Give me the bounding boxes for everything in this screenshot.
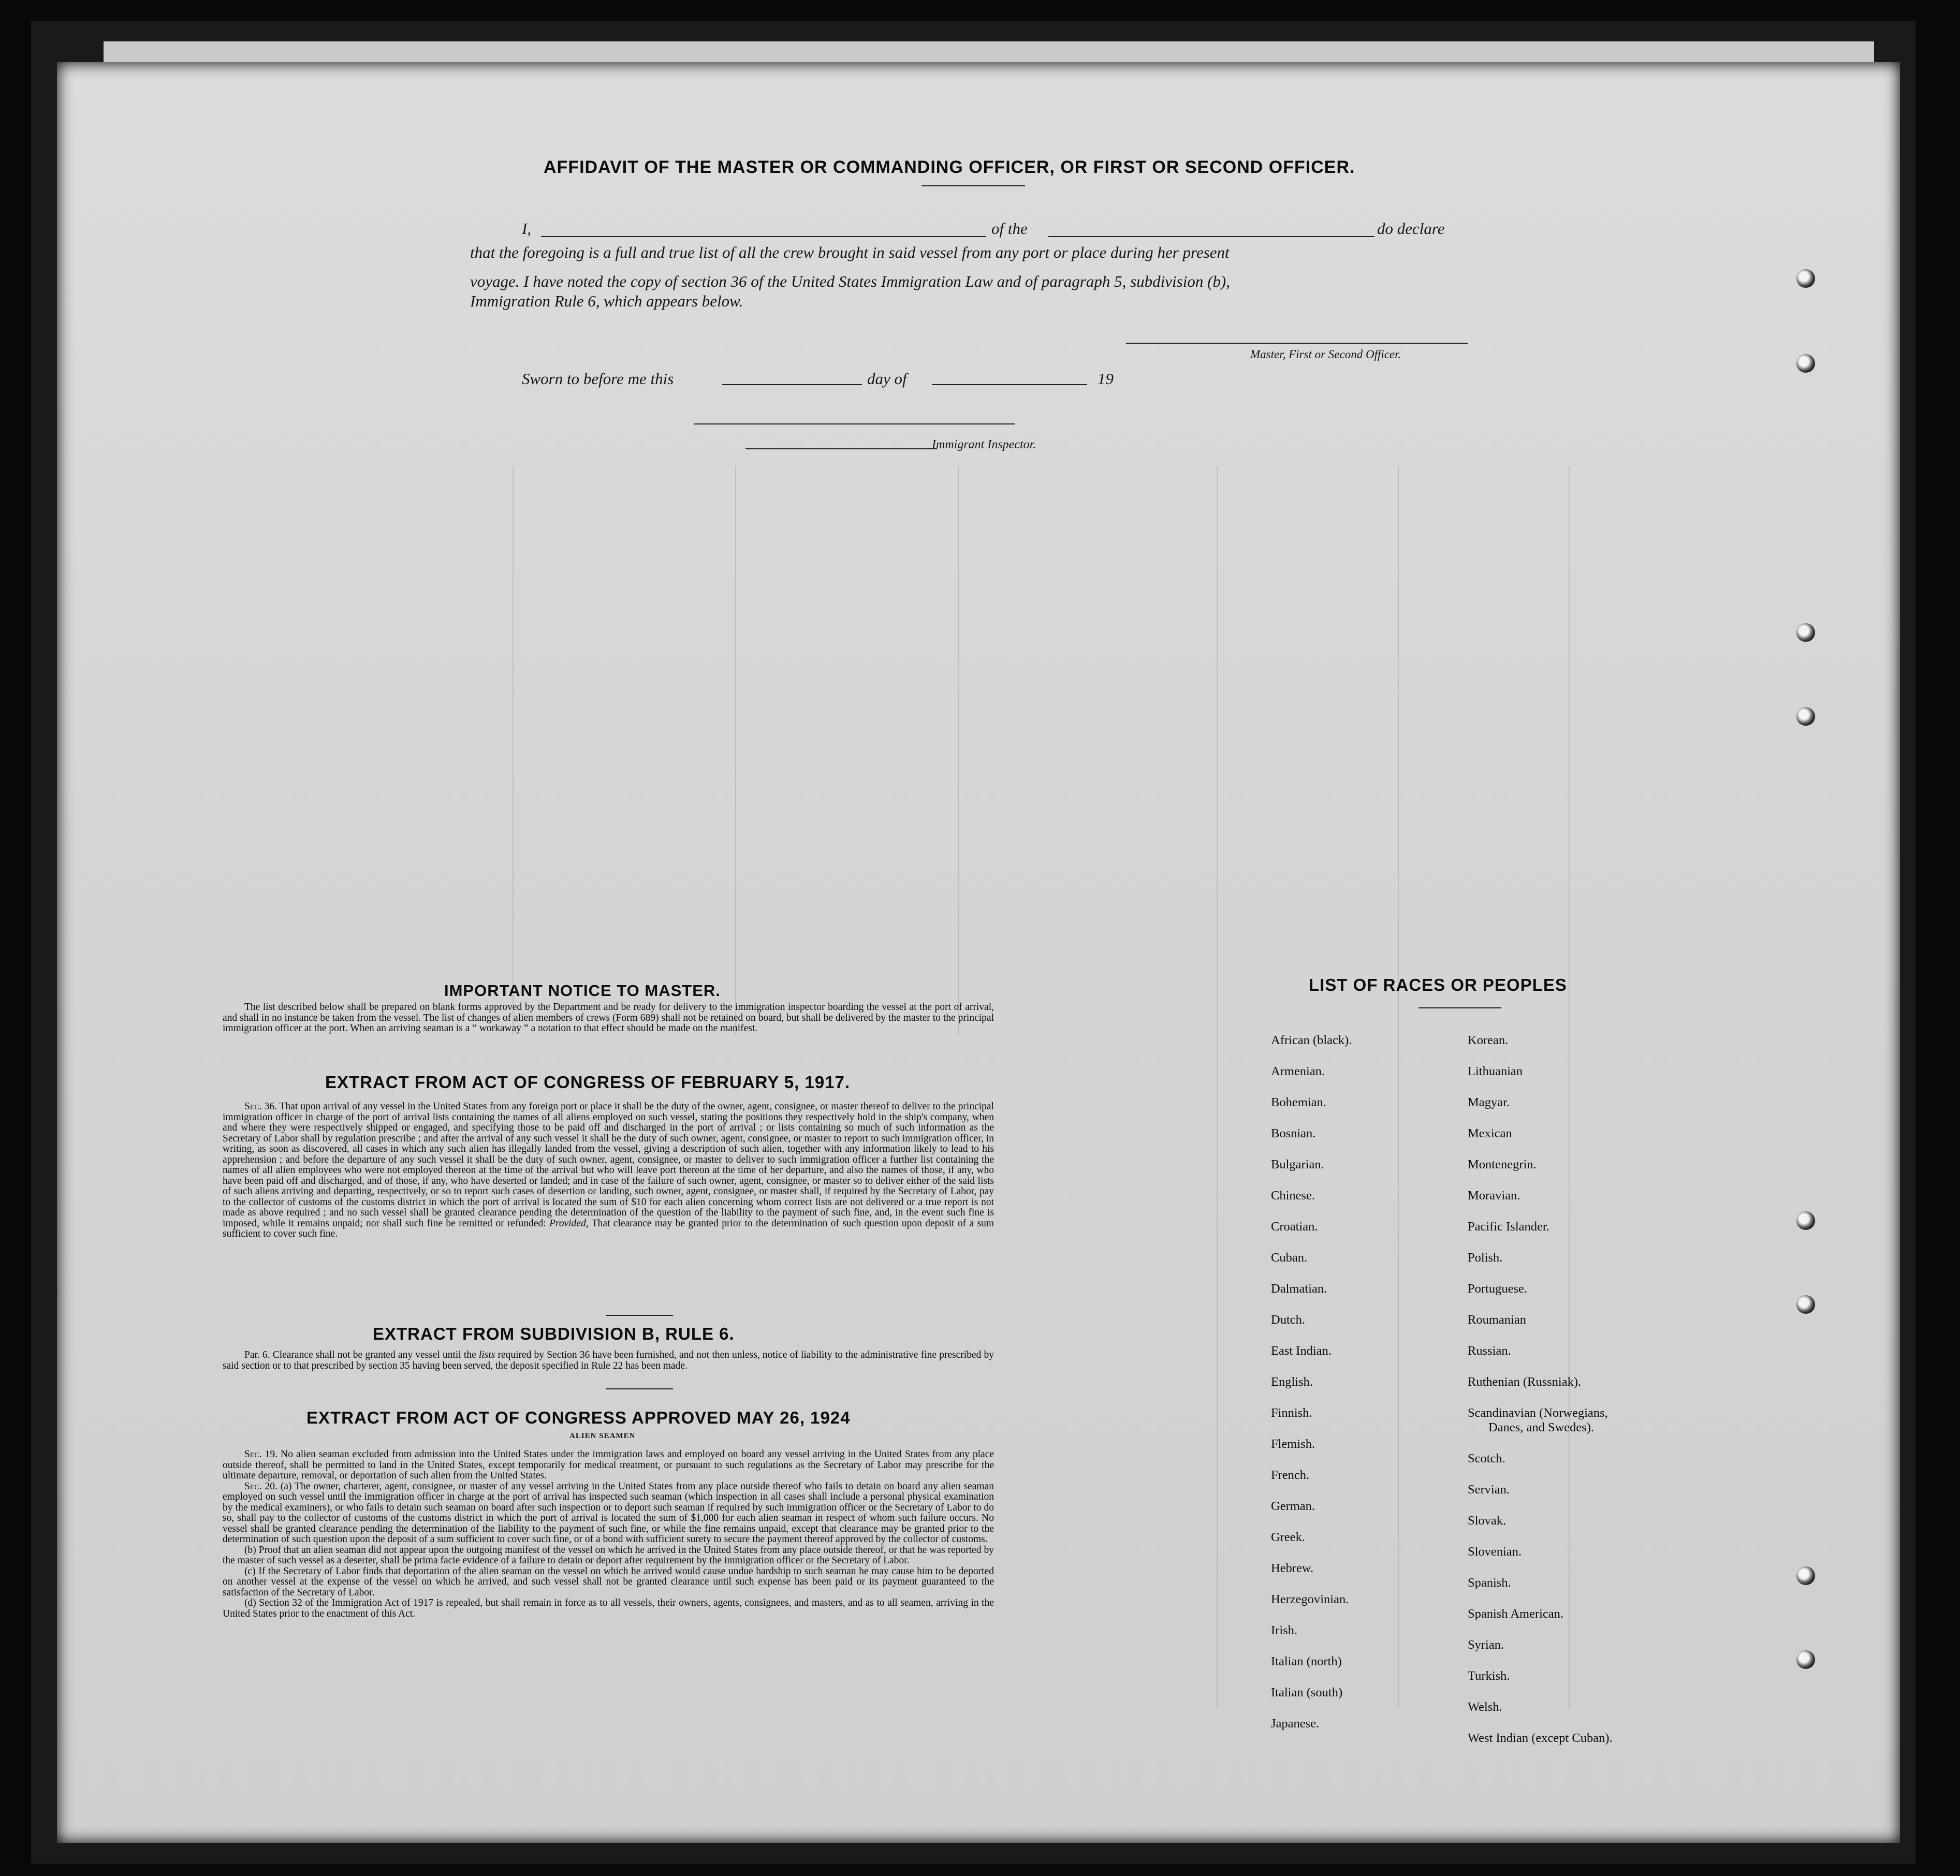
race-item: Italian (north) (1271, 1654, 1342, 1668)
subdivision-title: EXTRACT FROM SUBDIVISION B, RULE 6. (373, 1324, 735, 1343)
subdivision-paragraph (223, 1350, 994, 1371)
race-item: Russian. (1468, 1344, 1511, 1358)
race-item: Slovak. (1468, 1514, 1506, 1528)
race-item: Mexican (1468, 1126, 1512, 1140)
month-blank (932, 384, 1087, 385)
punch-hole (1796, 707, 1815, 726)
race-item: Dalmatian. (1271, 1282, 1327, 1296)
race-item: Croatian. (1271, 1220, 1318, 1234)
alien-seamen-subtitle: ALIEN SEAMEN (569, 1432, 636, 1440)
sworn-text: Sworn to before me this (522, 370, 674, 388)
bleed-through-line (735, 466, 736, 1035)
race-item: Syrian. (1468, 1638, 1504, 1652)
race-item: Herzegovinian. (1271, 1592, 1349, 1606)
inspector-caption: Immigrant Inspector. (932, 438, 1036, 451)
sec20-label: Sec. 20. (244, 1481, 277, 1492)
race-item: African (black). (1271, 1033, 1352, 1047)
inspector-sign-line (745, 448, 937, 449)
bleed-through-line (958, 466, 959, 1035)
provided-word: Provided, (549, 1218, 589, 1229)
punch-hole (1796, 1211, 1815, 1230)
race-item: Lithuanian (1468, 1064, 1523, 1078)
extract-1924-title: EXTRACT FROM ACT OF CONGRESS APPROVED MAY 26, 1924 (306, 1408, 851, 1427)
race-item: Irish. (1271, 1623, 1298, 1637)
sec36-text: That upon arrival of any vessel in the United States from any foreign port or place it shall be the duty of the owner, agent, consignee, or master thereof to deliver to the principal immigration officer in charge of the port of arrival lists containing the names of all aliens employed on such vessel, stating the positions they respectively hold in the ship's company, when and where they were respectively shipped or engaged, and specifying those to be paid off and discharged in the port of arrival ; or lists containing so much of such information as the Secretary of Labor shall by regulation prescribe ; and after the arrival of any such vessel it shall be the duty of such owner, agent, consignee, or master to report to such immigration officer, in writing, as soon as discovered, all cases in which any such alien has illegally landed from the vessel, giving a description of such alien, together with any information likely to lead to his apprehension ; and before the departure of any such vessel it shall be the duty of such owner, agent, consignee, or master to deliver to such immigration officer a further list containing the names of all alien employees who were not employed thereon at the time of the arrival but who will leave port thereon at the time of her departure, and also the names of those, if any, who have been paid off and discharged, and of those, if any, who have deserted or landed; and in case of the failure of such owner, agent, consignee, or master so to deliver either of the said lists of such aliens arriving and departing, respectively, or so to report such cases of desertion or landing, such owner, agent, consignee, or master shall, if required by the Secretary of Labor, pay to the collector of customs of the customs district in which the port of arrival is located the sum of $10 for each alien concerning whom correct lists are not delivered or a true report is not made as above required ; and no such vessel shall be granted clearance pending the determination of the question of the liability to the payment of such fine, and, in the event such fine is imposed, while it remains unpaid; nor shall such fine be remitted or refunded: (223, 1101, 994, 1229)
name-blank (541, 236, 986, 237)
affidavit-i: I, (522, 219, 532, 238)
race-item: Cuban. (1271, 1251, 1308, 1265)
sec19-label: Sec. 19. (244, 1449, 278, 1460)
notice-paragraph (223, 1002, 994, 1034)
races-title-underline (1418, 1007, 1501, 1008)
race-item: English. (1271, 1375, 1313, 1389)
punch-hole (1796, 269, 1815, 288)
race-item: Hebrew. (1271, 1561, 1314, 1575)
day-blank (722, 384, 862, 385)
race-item: Pacific Islander. (1468, 1220, 1549, 1234)
sec20b-text: (b) Proof that an alien seaman did not appear upon the outgoing manifest of the vessel on which he arrived in the United States from any place outside thereof, or that he was reported by the master of such vessel as a deserter, shall be prima facie evidence of a failure to detain or deport after requirement by the immigration officer or the Secretary of Labor. (223, 1544, 994, 1566)
punch-hole (1796, 354, 1815, 373)
race-item: Chinese. (1271, 1189, 1315, 1203)
race-item: West Indian (except Cuban). (1468, 1731, 1613, 1745)
punch-hole (1796, 623, 1815, 642)
extract-1924-paragraph (223, 1449, 994, 1619)
sworn-day: day of (867, 370, 907, 388)
affidavit-declare: do declare (1377, 219, 1445, 238)
affidavit-title: AFFIDAVIT OF THE MASTER OR COMMANDING OFFICER, OR FIRST OR SECOND OFFICER. (544, 157, 1355, 177)
sec20d-text: (d) Section 32 of the Immigration Act of 1917 is repealed, but shall remain in force as to all vessels, their owners, agents, consignees, and masters, and as to all seamen, arriving in the United States prior to the enactment of this Act. (223, 1597, 994, 1619)
race-item: Greek. (1271, 1530, 1305, 1544)
race-item: Italian (south) (1271, 1686, 1343, 1699)
lists-word: lists (478, 1350, 495, 1360)
race-item: Portuguese. (1468, 1282, 1527, 1296)
race-item: Dutch. (1271, 1313, 1305, 1327)
punch-hole (1796, 1650, 1815, 1669)
race-item: Korean. (1468, 1033, 1509, 1047)
race-item: French. (1271, 1468, 1310, 1482)
punch-hole (1796, 1566, 1815, 1585)
race-item: East Indian. (1271, 1344, 1332, 1358)
affidavit-of-the: of the (991, 219, 1028, 238)
title-underline (922, 185, 1025, 186)
race-item: Finnish. (1271, 1406, 1312, 1420)
race-item: Scotch. (1468, 1452, 1505, 1465)
race-item: Scandinavian (Norwegians, (1468, 1406, 1608, 1420)
races-title: LIST OF RACES OR PEOPLES (1309, 975, 1567, 994)
race-item: Japanese. (1271, 1717, 1320, 1731)
sec20a-text: (a) The owner, charterer, agent, consignee, or master of any vessel arriving in the United States from any place outside thereof who fails to detain on board any alien seaman employed on such vessel until the immigration officer in charge at the port of arrival has inspected such seaman (which inspection in all cases shall include a personal physical examination by the medical examiners), or who fails to detain such seaman on board after such inspection or to deport such seaman if required by such immigration officer or the Secretary of Labor to do so, shall pay to the collector of customs of the customs district in which the port of arrival is located the sum of $1,000 for each alien seaman in respect of whom such failure occurs. No vessel shall be granted clearance pending the determination of the liability to the payment of such fine, or while the fine remains unpaid, except that clearance may be granted prior to the determination of such question upon the deposit of a sum sufficient to cover such fine, or of a bond with sufficient surety to secure the payment thereof approved by the collector of customs. (223, 1481, 994, 1545)
race-item: Armenian. (1271, 1064, 1325, 1078)
affidavit-line2: that the foregoing is a full and true list of all the crew brought in said vessel from any port or place during her present (470, 243, 1230, 261)
race-item: Polish. (1468, 1251, 1503, 1265)
race-item: Spanish. (1468, 1576, 1511, 1590)
race-item: Bulgarian. (1271, 1157, 1324, 1171)
bleed-through-line (513, 466, 514, 1035)
signature-caption: Master, First or Second Officer. (1250, 348, 1401, 361)
affidavit-line4: Immigration Rule 6, which appears below. (470, 292, 743, 310)
race-item: Montenegrin. (1468, 1157, 1537, 1171)
sec36-text-end: That clearance may be granted prior to the determination of such question upon deposit of a sum sufficient to cover such fine. (223, 1218, 994, 1239)
sec36-label: Sec. 36. (244, 1101, 277, 1112)
notice-title: IMPORTANT NOTICE TO MASTER. (444, 981, 721, 1000)
extract-1917-title: EXTRACT FROM ACT OF CONGRESS OF FEBRUARY 5, 1917. (325, 1073, 851, 1092)
notice-text: The list described below shall be prepared on blank forms approved by the Department and be ready for delivery to the immigration inspector boarding the vessel at the port of arrival, and shall in no instance be taken from the vessel. The list of changes of alien members of crews (Form 689) shall not be retained on board, but shall be delivered by the master to the principal immigration officer at the port. When an arriving seaman is a “ workaway ” a notation to that effect should be made on the manifest. (223, 1002, 994, 1034)
bleed-through-line (1217, 466, 1218, 1708)
race-item: Welsh. (1468, 1700, 1502, 1714)
race-item: Turkish. (1468, 1669, 1510, 1683)
race-item: Bohemian. (1271, 1095, 1326, 1109)
position-blank (1048, 236, 1374, 237)
race-item: Bosnian. (1271, 1126, 1316, 1140)
race-item: Magyar. (1468, 1095, 1510, 1109)
race-item: Ruthenian (Russniak). (1468, 1375, 1582, 1389)
race-item: Slovenian. (1468, 1545, 1522, 1559)
section-divider (606, 1315, 673, 1316)
race-item: Servian. (1468, 1483, 1510, 1497)
extract-1917-paragraph (223, 1102, 994, 1240)
subdivision-text-a: Par. 6. Clearance shall not be granted any vessel until the (244, 1350, 476, 1360)
race-item: German. (1271, 1499, 1315, 1513)
inspector-top-line (694, 423, 1015, 424)
race-item: Roumanian (1468, 1313, 1526, 1327)
punch-hole (1796, 1295, 1815, 1314)
bleed-through-line (1569, 466, 1570, 1708)
section-divider (606, 1388, 673, 1389)
bleed-through-line (1398, 466, 1399, 1708)
race-item: Moravian. (1468, 1189, 1520, 1203)
race-item: Flemish. (1271, 1437, 1315, 1451)
sec20c-text: (c) If the Secretary of Labor finds that deportation of the alien seaman on the vessel on which he arrived would cause undue hardship to such seaman he may cause him to be deported on another vessel at the expense of the vessel on which he arrived, and such vessel shall not be granted clearance until such expense has been paid or its payment guaranteed to the satisfaction of the Secretary of Labor. (223, 1565, 994, 1598)
subdivision-text-b: required by Section 36 have been furnished, and not then unless, notice of liability to the administrative fine prescribed by said section or to that prescribed by section 35 having been served, the deposit specified in Rule 22 has been made. (223, 1350, 994, 1371)
affidavit-line3: voyage. I have noted the copy of section 36 of the United States Immigration Law and of paragraph 5, subdivision (b), (470, 272, 1230, 290)
signature-line (1126, 343, 1468, 344)
sworn-year: 19 (1098, 370, 1114, 388)
race-item: Spanish American. (1468, 1607, 1564, 1621)
race-item: Danes, and Swedes). (1488, 1420, 1595, 1434)
sec19-text: No alien seaman excluded from admission into the United States under the immigration laws and employed on board any vessel arriving in the United States from any place outside thereof, shall be permitted to land in the United States, except temporarily for medical treatment, or pursuant to such regulations as the Secretary of Labor may prescribe for the ultimate departure, removal, or deportation of such alien from the United States. (223, 1449, 994, 1481)
